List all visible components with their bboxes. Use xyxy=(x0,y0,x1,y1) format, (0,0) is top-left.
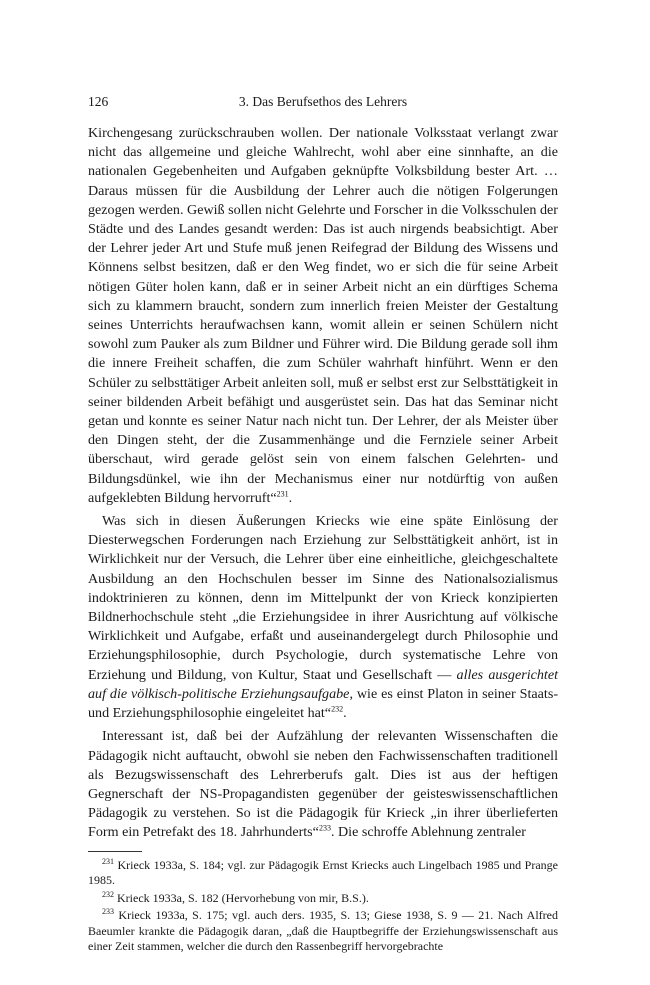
paragraph-2 xyxy=(88,512,558,723)
footnote-ref[interactable]: 233 xyxy=(318,823,331,833)
paragraph-end: . xyxy=(288,489,293,506)
paragraph-1 xyxy=(88,124,558,508)
paragraph-text: Was sich in diesen Äußerungen Kriecks wie eine späte Einlösung der Diesterwegschen Forderungen nach Erziehung zur Selbsttätigkeit anhört, ist in Wirklichkeit nur der Versuch, die Lehrer über eine einheitliche, gleichgeschaltete Ausbildung an den Hochschulen besser im Sinne des Nationalsozialismus indoktrinieren zu können, denn im Mittelpunkt der von Krieck konzipierten Bildnerhochschule steht „die Erziehungsidee in ihrer Ausrichtung auf völkische Wirklichkeit und Aufgabe, erfaßt und auseinandergelegt durch Philosophie und Erziehungsphilosophie, durch Psychologie, durch systematische Lehre von Erziehung und Bildung, von Kultur, Staat und Gesellschaft — xyxy=(88,513,558,683)
paragraph-text: , wie es einst Platon in seiner Staats- und Erziehungsphilosophie eingeleitet hat“ xyxy=(88,685,559,722)
paragraph-end: . xyxy=(343,705,347,722)
footnote-number: 232 xyxy=(102,889,114,899)
footnote-text: Krieck 1933a, S. 175; vgl. auch ders. 1935, S. 13; Giese 1938, S. 9 — 21. Nach Alfred Baeumler krankte die Pädagogik daran, „daß die Hauptbegriffe der Erziehungswissenschaft aus einer Zeit stammen, welcher die durch den Rassenbegriff hervorgebrachte xyxy=(88,908,559,954)
footnote-number: 231 xyxy=(102,856,114,866)
footnote xyxy=(88,891,558,907)
paragraph-text: Interessant ist, daß bei der Aufzählung der relevanten Wissenschaften die Pädagogik nicht auftaucht, obwohl sie neben den Fachwissenschaften traditionell als Bezugswissenschaft des Lehrerberufs galt. Dies ist aus der heftigen Gegnerschaft der NS-Propagandisten gegenüber der geisteswissenschaftlichen Pädagogik zu verstehen. So ist die Pädagogik für Krieck „in ihrer überlieferten Form ein Petrefakt des 18. Jahrhunderts“ xyxy=(88,728,558,841)
footnote-ref[interactable]: 231 xyxy=(276,489,289,499)
footnote xyxy=(88,908,558,955)
emphasis-text: alles ausgerichtet auf die völkisch-politische Erziehungsaufgabe xyxy=(88,666,558,702)
running-header xyxy=(88,94,558,114)
running-title: 3. Das Berufsethos des Lehrers xyxy=(238,94,408,109)
footnote-separator xyxy=(88,851,142,852)
footnote-ref[interactable]: 232 xyxy=(331,704,344,714)
footnotes xyxy=(88,858,558,956)
body-text xyxy=(88,124,558,843)
footnote-number: 233 xyxy=(102,907,114,917)
page-number: 126 xyxy=(88,94,109,109)
footnote-text: Krieck 1933a, S. 184; vgl. zur Pädagogik Ernst Kriecks auch Lingelbach 1985 und Prange 1985. xyxy=(88,857,559,888)
footnote xyxy=(88,858,558,889)
paragraph-text: Kirchengesang zurückschrauben wollen. Der nationale Volksstaat verlangt zwar nicht das allgemeine und gleiche Wahlrecht, wohl aber eine sinnhafte, an die nationalen Gegebenheiten und Aufgaben geknüpfte Volksbildung bester Art. … Daraus müssen für die Ausbildung der Lehrer auch die nötigen Folgerungen gezogen werden. Gewiß sollen nicht Gelehrte und Forscher in die Volksschulen der Städte und des Landes gesandt werden: Das ist auch nirgends beabsichtigt. Aber der Lehrer jeder Art und Stufe muß jenen Reifegrad der Bildung des Wissens und Könnens selbst besitzen, daß er den Weg findet, wo er sich die für seine Arbeit nötigen Güter holen kann, daß er in seiner Arbeit nicht an ein dürftiges Schema sich zu klammern braucht, sondern zum innerlich freien Meister der Gestaltung seines Unterrichts heraufwachsen kann, womit allein er seinen Schülern nicht sowohl zum Pauker als zum Bildner und Führer wird. Die Bildung gerade soll ihm die innere Freiheit schaffen, die zum Schüler wahrhaft hinführt. Wenn er den Schüler zu selbsttätiger Arbeit anleiten soll, muß er selbst erst zur Selbsttätigkeit in seiner bildenden Arbeit befähigt und ausgerüstet sein. Das hat das Seminar nicht getan und konnte es seiner Natur nach nicht tun. Der Lehrer, der als Meister über den Dingen steht, der die Zusammenhänge und die Fernziele seiner Arbeit überschaut, wird gerade gelöst sein von einem falschen Gelehrten- und Bildungsdünkel, wie ihn der Mechanismus einer nur notdürftig von außen aufgeklebten Bildung hervorruft“ xyxy=(88,125,558,506)
book-page xyxy=(88,94,558,957)
footnote-text: Krieck 1933a, S. 182 (Hervorhebung von mir, B.S.). xyxy=(117,890,369,905)
paragraph-3 xyxy=(88,727,558,842)
paragraph-text: . Die schroffe Ablehnung zentraler xyxy=(330,824,526,841)
